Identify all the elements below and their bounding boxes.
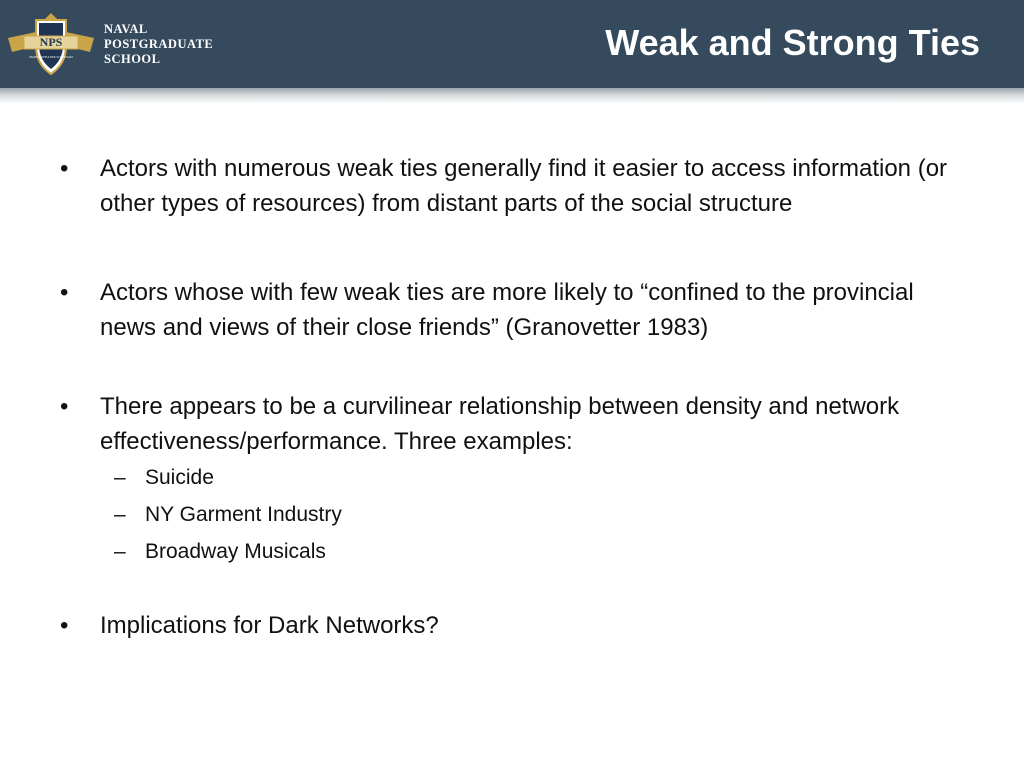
school-name-line-3: SCHOOL	[104, 52, 161, 66]
sub-bullet-text: Broadway Musicals	[145, 540, 326, 563]
school-name-line-1: NAVAL	[104, 22, 148, 36]
sub-bullet-item	[100, 459, 960, 496]
sub-bullet-marker: –	[114, 540, 126, 563]
sub-bullet-list	[100, 459, 960, 570]
sub-bullet-item	[100, 533, 960, 570]
logo-motto: PRAESTANTIA PER SCIENTIAM	[29, 55, 73, 59]
sub-bullet-marker: –	[114, 466, 126, 489]
nps-logo	[6, 12, 96, 78]
bullet-text: Actors with numerous weak ties generally find it easier to access information (or other types of resources) from distant parts of the social structure	[100, 155, 948, 217]
header-bar	[0, 0, 1024, 88]
sub-bullet-marker: –	[114, 503, 126, 526]
bullet-marker: •	[60, 279, 69, 306]
bullet-text: Implications for Dark Networks?	[100, 612, 439, 639]
bullet-marker: •	[60, 155, 69, 182]
bullet-item	[60, 152, 960, 221]
bullet-list	[60, 152, 960, 644]
school-name	[104, 22, 213, 67]
sub-bullet-text: NY Garment Industry	[145, 503, 342, 526]
slide-title: Weak and Strong Ties	[605, 22, 980, 63]
bullet-item	[60, 609, 960, 644]
sub-bullet-item	[100, 496, 960, 533]
school-name-line-2: POSTGRADUATE	[104, 37, 214, 51]
bullet-marker: •	[60, 393, 69, 420]
sub-bullet-text: Suicide	[145, 466, 214, 489]
header-shadow	[0, 88, 1024, 104]
bullet-marker: •	[60, 612, 69, 639]
logo-wordmark: NPS	[39, 35, 63, 49]
bullet-text: There appears to be a curvilinear relationship between density and network effectiveness/performance. Three examples:	[100, 393, 900, 455]
bullet-text: Actors whose with few weak ties are more likely to “confined to the provincial news and views of their close friends” (Granovetter 1983)	[100, 279, 914, 341]
bullet-item	[60, 276, 960, 345]
bullet-item	[60, 390, 960, 570]
